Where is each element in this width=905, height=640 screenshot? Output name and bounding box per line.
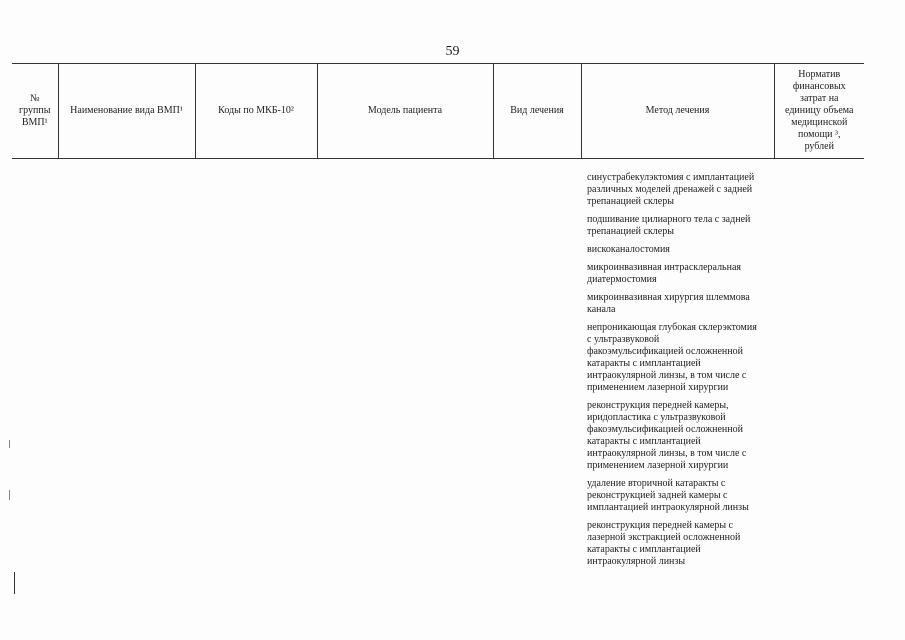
header-vmp-name: Наименование вида ВМП¹: [58, 64, 195, 159]
header-group-number: № группы ВМП¹: [12, 64, 58, 159]
list-item: удаление вторичной катаракты с реконструкцией задней камеры с имплантацией интраокулярной линзы: [587, 478, 749, 513]
list-item: подшивание цилиарного тела с задней трепанацией склеры: [587, 214, 751, 237]
list-item: вискоканалостомия: [587, 244, 670, 255]
list-item: микроинвазивная интрасклеральная диатермостомия: [587, 262, 742, 285]
list-item: непроникающая глубокая склерэктомия с ультразвуковой факоэмульсификацией осложненной катаракты с имплантацией интраокулярной линзы, в том числе с применением лазерной хирургии: [587, 322, 757, 393]
header-treatment-method: Метод лечения: [581, 64, 774, 159]
list-item: микроинвазивная хирургия шлеммова канала: [587, 292, 750, 315]
header-treatment-type: Вид лечения: [493, 64, 581, 159]
header-cost-standard: Норматив финансовых затрат на единицу объема медицинской помощи ³, рублей: [774, 64, 864, 159]
scan-edge-mark: [9, 440, 10, 448]
scan-edge-mark: [9, 490, 10, 500]
treatment-methods-list: [587, 172, 787, 574]
header-table: [12, 63, 864, 159]
header-icd-codes: Коды по МКБ-10²: [195, 64, 317, 159]
list-item: синустрабекулэктомия с имплантацией различных моделей дренажей с задней трепанацией склеры: [587, 172, 755, 207]
scan-edge-mark: [14, 572, 15, 594]
list-item: реконструкция передней камеры с лазерной экстракцией осложненной катаракты с имплантацией интраокулярной линзы: [587, 520, 741, 567]
header-patient-model: Модель пациента: [317, 64, 493, 159]
list-item: реконструкция передней камеры, иридопластика с ультразвуковой факоэмульсификацией осложненной катаракты с имплантацией интраокулярной линзы, в том числе с применением лазерной хирургии: [587, 400, 747, 471]
page-number: 59: [445, 44, 460, 59]
